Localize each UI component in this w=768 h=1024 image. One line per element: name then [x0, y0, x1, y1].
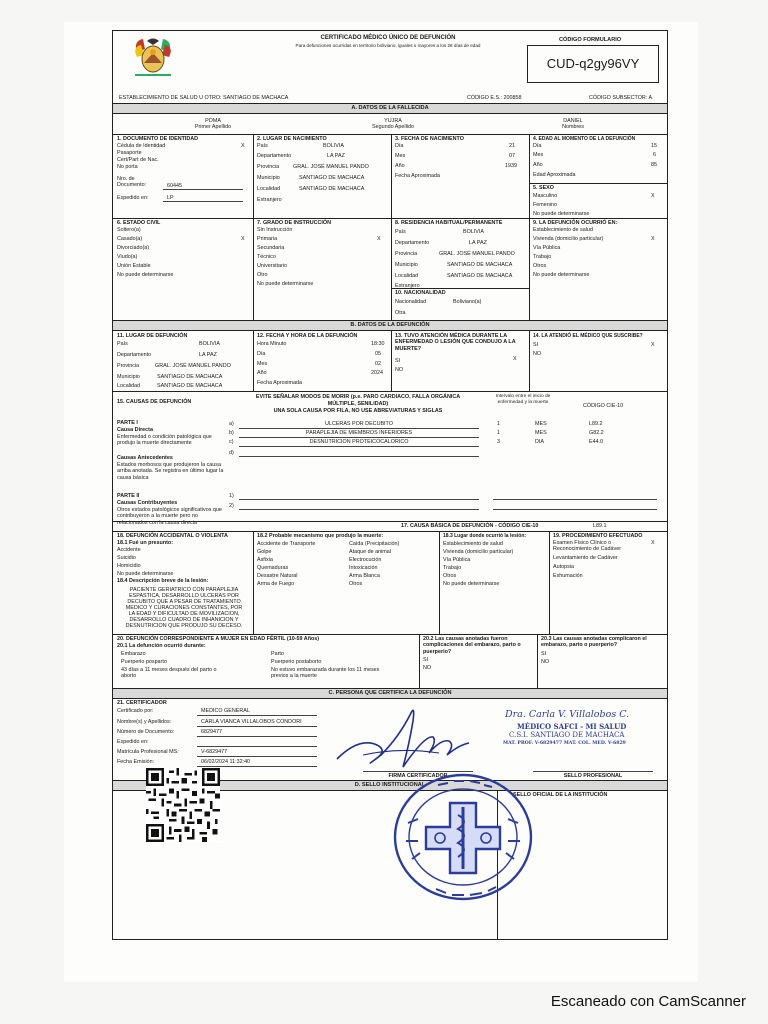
- f19-label: Exhumación: [553, 573, 583, 579]
- section-a-title: A. DATOS DE LA FALLECIDA: [113, 103, 667, 114]
- f12-value: 2024: [371, 370, 383, 376]
- f12-label: Fecha Aproximada: [257, 380, 302, 386]
- f7-label: Primaria: [257, 236, 278, 242]
- f20-title: 20. DEFUNCIÓN CORRESPONDIENTE A MUJER EN EDAD FÉRTIL (10-59 Años): [117, 636, 320, 642]
- f3-label: Mes: [395, 153, 406, 159]
- f13-label: NO: [395, 367, 404, 373]
- f4-label: Edad Aproximada: [533, 172, 576, 178]
- f6-label: Divorciado(a): [117, 245, 150, 251]
- f7-title: 7. GRADO DE INSTRUCCIÓN: [257, 220, 331, 226]
- f11-value: LA PAZ: [199, 352, 217, 358]
- cause-letter: d): [229, 450, 234, 456]
- f1-issued: LP: [167, 195, 174, 201]
- f5-label: No puede determinarse: [533, 211, 590, 217]
- mech-item: Accidente de Transporte: [257, 541, 316, 547]
- f15-part2: PARTE II: [117, 493, 140, 499]
- code-es: CÓDIGO E.S.: 200858: [467, 95, 522, 101]
- f21-label: Fecha Emisión:: [117, 759, 155, 765]
- f19-title: 19. PROCEDIMIENTO EFECTUADO: [553, 533, 643, 539]
- f17-value: L89.1: [593, 523, 607, 529]
- f8-value: LA PAZ: [469, 240, 487, 246]
- cause-row: PARAPLEJIA DE MIEMBROS INFERIORES: [305, 430, 413, 436]
- f2-value: SANTIAGO DE MACHACA: [299, 186, 365, 192]
- stamp-role: MÉDICO SAFCI - MI SALUD: [517, 722, 627, 731]
- f14-mark: X: [651, 342, 655, 348]
- f17-title: 17. CAUSA BÁSICA DE DEFUNCIÓN - CÓDIGO CIE-10: [401, 523, 539, 529]
- f18-sub2-title: 18.2 Probable mecanismo que produjo la muerte:: [257, 533, 384, 539]
- f12-label: Año: [257, 370, 267, 376]
- f1-doc-no: 60445: [167, 183, 182, 189]
- f14-label: NO: [533, 351, 542, 357]
- place-item: Otros: [443, 573, 457, 579]
- f12-value: 05: [375, 351, 381, 357]
- handwritten-signature: [329, 697, 479, 775]
- cause-unit: DIA: [535, 439, 544, 445]
- f4-value: 85: [651, 162, 657, 168]
- f12-value: 02: [375, 361, 381, 367]
- bolivia-coat-of-arms-icon: [131, 35, 175, 81]
- f11-label: País: [117, 341, 128, 347]
- names: DANIEL: [563, 118, 583, 124]
- f8-label: Localidad: [395, 273, 419, 279]
- f2-label: Localidad: [257, 186, 281, 192]
- f20-right: Parto: [271, 651, 284, 657]
- f7-label: Secundaria: [257, 245, 285, 251]
- lesion-line: ESPASTICA, DESARROLLO ULCERAS POR: [129, 593, 239, 599]
- f9-label: Vía Pública: [533, 245, 561, 251]
- f21-value: CARLA VIANCA VILLALOBOS CONDORI: [201, 719, 302, 725]
- f11-label: Provincia: [117, 363, 140, 369]
- f4-label: Mes: [533, 152, 544, 158]
- mech-item: Ataque de animal: [349, 549, 391, 555]
- f1-mark: X: [241, 143, 245, 149]
- code-label: CÓDIGO FORMULARIO: [559, 37, 622, 43]
- f11-value: SANTIAGO DE MACHACA: [157, 374, 223, 380]
- f15-cie-label: CÓDIGO CIE-10: [583, 403, 624, 409]
- f13-title: 13. TUVO ATENCIÓN MÉDICA DURANTE LA ENFERMEDAD O LESIÓN QUE CONDUJO A LA MUERTE?: [395, 333, 516, 352]
- f15-instruction: UNA SOLA CAUSA POR FILA, NO USE ABREVIATURAS Y SIGLAS: [273, 408, 443, 414]
- f15-instruction: EVITE SEÑALAR MODOS DE MORIR (p.e. PARO CARDIACO, FALLA ORGÁNICA: [255, 394, 461, 400]
- form-subtitle: Para defunciones ocurridas en territorio boliviano, iguales o mayores a los 28 días de edad: [295, 43, 481, 48]
- form-code: CUD-q2gy96VY: [527, 45, 659, 83]
- f1-issued-label: Expedido en:: [117, 195, 149, 201]
- f20-sub2: 20.2 Las causas anotadas fueron complicaciones del embarazo, parto o puerperio?: [423, 636, 521, 655]
- establishment: ESTABLECIMIENTO DE SALUD U OTRO: SANTIAGO DE MACHACA: [119, 95, 289, 101]
- f18-title: 18. DEFUNCIÓN ACCIDENTAL O VIOLENTA: [117, 533, 228, 539]
- f21-label: Nombre(s) y Apellidos:: [117, 719, 172, 725]
- official-seal-label: SELLO OFICIAL DE LA INSTITUCIÓN: [513, 792, 608, 798]
- f10-nat-label: Nacionalidad: [395, 299, 427, 305]
- f11-label: Localidad: [117, 383, 141, 389]
- f8-label: Extranjero: [395, 283, 420, 289]
- f4-title: 4. EDAD AL MOMENTO DE LA DEFUNCIÓN: [533, 136, 636, 142]
- f15-direct-desc: Enfermedad o condición patológica que produjo la muerte directamente: [117, 434, 212, 447]
- cause-qty: 3: [497, 439, 500, 445]
- section-d-title: D. SELLO INSTITUCIONAL: [113, 780, 667, 791]
- f2-label: Extranjero: [257, 197, 282, 203]
- cause-letter: c): [229, 439, 234, 445]
- f15-contrib-label: Causas Contribuyentes: [117, 500, 178, 506]
- f19-label: Autopsia: [553, 564, 574, 570]
- f9-label: Establecimiento de salud: [533, 227, 593, 233]
- f2-label: Departamento: [257, 153, 292, 159]
- f7-label: Otro: [257, 272, 268, 278]
- mech-item: Caída (Precipitación): [349, 541, 400, 547]
- second-surname: YUJRA: [384, 118, 402, 124]
- f7-label: Técnico: [257, 254, 276, 260]
- f12-label: Día: [257, 351, 266, 357]
- f8-value: SANTIAGO DE MACHACA: [447, 273, 513, 279]
- lesion-line: LA EDAD Y DIFICULTAD DE MOVILIZACION,: [128, 611, 240, 617]
- f6-label: Soltero(a): [117, 227, 141, 233]
- f13-mark: X: [513, 356, 517, 362]
- f8-value: BOLIVIA: [463, 229, 484, 235]
- f19-label: Levantamiento de Cadáver: [553, 555, 618, 561]
- second-surname-label: Segundo Apellido: [372, 124, 414, 130]
- f20-sub3: 20.3 Las causas anotadas complicaron el embarazo, parto o puerperio?: [541, 636, 647, 649]
- f15-antecedent-label: Causas Antecedentes: [117, 455, 173, 461]
- f5-mark: X: [651, 193, 655, 199]
- f18-sub4: 18.4 Descripción breve de la lesión:: [117, 578, 209, 584]
- cause-cie: L89.2: [589, 421, 603, 427]
- lesion-line: MEDICO Y CURACIONES CONSTANTES, POR: [125, 605, 243, 611]
- lesion-line: PACIENTE GERIATRICO CON PARAPLEJIA: [129, 587, 239, 593]
- f4-label: Día: [533, 143, 542, 149]
- f3-value: 07: [509, 153, 515, 159]
- cause-unit: MES: [535, 430, 547, 436]
- f6-label: Casado(a): [117, 236, 143, 242]
- f12-value: 18:30: [371, 341, 385, 347]
- f15-direct-label: Causa Directa: [117, 427, 153, 433]
- mech-item: Arma de Fuego: [257, 581, 295, 587]
- contrib-num: 2): [229, 503, 234, 509]
- f6-label: Unión Estable: [117, 263, 151, 269]
- f6-mark: X: [241, 236, 245, 242]
- place-item: Trabajo: [443, 565, 462, 571]
- f6-label: No puede determinarse: [117, 272, 174, 278]
- f11-value: SANTIAGO DE MACHACA: [157, 383, 223, 389]
- contrib-num: 1): [229, 493, 234, 499]
- f5-label: Masculino: [533, 193, 558, 199]
- f11-label: Departamento: [117, 352, 152, 358]
- f11-value: BOLIVIA: [199, 341, 220, 347]
- f20-sub3-opt: NO: [541, 659, 550, 665]
- f20-sub2-opt: NO: [423, 665, 432, 671]
- f9-label: Otros: [533, 263, 547, 269]
- f21-label: Matrícula Profesional MS:: [117, 749, 179, 755]
- first-surname-label: Primer Apellido: [194, 124, 232, 130]
- f11-value: GRAL. JOSÉ MANUEL PANDO: [155, 363, 231, 369]
- f2-value: GRAL. JOSÉ MANUEL PANDO: [293, 164, 369, 170]
- place-item: No puede determinarse: [443, 581, 500, 587]
- section-c-title: C. PERSONA QUE CERTIFICA LA DEFUNCIÓN: [113, 688, 667, 699]
- f2-value: SANTIAGO DE MACHACA: [299, 175, 365, 181]
- f3-value: 1939: [505, 163, 517, 169]
- f2-title: 2. LUGAR DE NACIMIENTO: [257, 136, 327, 142]
- cause-cie: G82.2: [589, 430, 604, 436]
- f15-antecedent-desc: Estados morbosos que produjeron la causa arriba anotada. Se registra en último lugar la causa básica: [117, 462, 224, 481]
- f1-row: Pasaporte: [117, 150, 142, 156]
- cause-cie: E44.0: [589, 439, 604, 445]
- f21-value: MEDICO GENERAL: [201, 708, 250, 714]
- f12-label: Hora Minuto: [257, 341, 287, 347]
- f8-title: 8. RESIDENCIA HABITUAL/PERMANENTE: [395, 220, 503, 226]
- f20-right: No estuvo embarazada durante los 11 meses previos a la muerte: [271, 667, 380, 680]
- f8-value: GRAL. JOSÉ MANUEL PANDO: [439, 251, 515, 257]
- f18-sub3-title: 18.3 Lugar donde ocurrió la lesión:: [443, 533, 527, 539]
- f11-label: Municipio: [117, 374, 140, 380]
- f13-label: SI: [395, 358, 401, 364]
- f21-value: V-6829477: [201, 749, 228, 755]
- f21-label: Número de Documento:: [117, 729, 175, 735]
- f15-contrib-desc: Otros estados patológicos significativos que contribuyeron a la muerte pero no relacionados con la causa directa: [117, 507, 222, 526]
- f21-value: 6829477: [201, 729, 222, 735]
- f18-presunto: No puede determinarse: [117, 571, 174, 577]
- f20-sub1: 20.1 La defunción ocurrió durante:: [117, 643, 206, 649]
- f8-label: Departamento: [395, 240, 430, 246]
- f6-label: Viudo(a): [117, 254, 138, 260]
- f5-title: 5. SEXO: [533, 185, 554, 191]
- f20-sub3-opt: SI: [541, 651, 547, 657]
- f19-mark: X: [651, 540, 655, 546]
- mech-item: Golpe: [257, 549, 272, 555]
- place-item: Vivienda (domicilio particular): [443, 549, 514, 555]
- f1-row: Cédula de Identidad: [117, 143, 166, 149]
- cause-letter: a): [229, 421, 234, 427]
- stamp-center: C.S.I. SANTIAGO DE MACHACA: [509, 731, 625, 739]
- f1-row: Cert/Part de Nac.: [117, 157, 159, 163]
- mech-item: Asfixia: [257, 557, 273, 563]
- f11-title: 11. LUGAR DE DEFUNCIÓN: [117, 333, 188, 339]
- f18-presunto: Homicidio: [117, 563, 141, 569]
- f10-nat-value: Boliviano(a): [453, 299, 482, 305]
- mech-item: Desastre Natural: [257, 573, 298, 579]
- f8-label: Municipio: [395, 262, 418, 268]
- names-label: Nombres: [562, 124, 584, 130]
- f15-interval-label: Intervalo entre el inicio de enfermedad y la muerte: [495, 394, 551, 405]
- mech-item: Electrocución: [349, 557, 382, 563]
- camscanner-watermark: Escaneado con CamScanner: [550, 993, 746, 1010]
- f14-title: 14. LA ATENDIÓ EL MÉDICO QUE SUSCRIBE?: [533, 333, 643, 339]
- f10-other: Otra: [395, 310, 406, 316]
- f5-label: Femenino: [533, 202, 557, 208]
- lesion-line: DESARROLLO CUADRO DE INHANICION Y: [129, 617, 239, 623]
- mech-item: Intoxicación: [349, 565, 378, 571]
- f10-title: 10. NACIONALIDAD: [395, 290, 446, 296]
- mech-item: Arma Blanca: [349, 573, 380, 579]
- f6-title: 6. ESTADO CIVIL: [117, 220, 161, 226]
- f15-title: 15. CAUSAS DE DEFUNCIÓN: [117, 399, 192, 405]
- f21-label: Certificado por:: [117, 708, 154, 714]
- f21-label: Expedido en:: [117, 739, 149, 745]
- lesion-line: DESNUTRICION QUE PRODUJO SU DECESO.: [125, 623, 243, 629]
- f7-label: No puede determinarse: [257, 281, 314, 287]
- f8-label: Provincia: [395, 251, 418, 257]
- f1-title: 1. DOCUMENTO DE IDENTIDAD: [117, 136, 199, 142]
- f20-left: 43 días a 11 meses después del parto o aborto: [121, 667, 217, 680]
- stamp-registration: MAT. PROF. V-6829477 MAT. COL. MED. V-6829: [503, 741, 626, 746]
- f2-label: Municipio: [257, 175, 280, 181]
- form-title: CERTIFICADO MÉDICO ÚNICO DE DEFUNCIÓN: [320, 35, 456, 41]
- prof-seal-label: SELLO PROFESIONAL: [563, 773, 623, 779]
- professional-stamp: [499, 709, 665, 751]
- cause-unit: MES: [535, 421, 547, 427]
- f19-label: Examen Físico Clínico o Reconocimiento de Cadáver: [553, 540, 622, 553]
- signature-label: FIRMA CERTIFICADOR: [388, 773, 448, 779]
- f9-label: No puede determinarse: [533, 272, 590, 278]
- f3-label: Año: [395, 163, 405, 169]
- f8-label: País: [395, 229, 406, 235]
- f7-label: Universitario: [257, 263, 287, 269]
- section-b-title: B. DATOS DE LA DEFUNCIÓN: [113, 320, 667, 331]
- f3-value: 21: [509, 143, 515, 149]
- f3-label: Día: [395, 143, 404, 149]
- f7-mark: X: [377, 236, 381, 242]
- cause-letter: b): [229, 430, 234, 436]
- first-surname: POMA: [205, 118, 221, 124]
- cause-row: DESNUTRICION PROTEICOCALORICO: [309, 439, 409, 445]
- f21-value: 06/02/2024 11:32:40: [201, 759, 251, 765]
- f9-label: Trabajo: [533, 254, 552, 260]
- official-institution-seal-icon: [388, 769, 538, 907]
- f1-doc-label: Nro. de Documento:: [117, 176, 147, 189]
- cause-qty: 1: [497, 421, 500, 427]
- f20-left: Embarazo: [121, 651, 146, 657]
- f18-sub1: 18.1 Fué un presunto:: [117, 540, 174, 546]
- cause-row: ULCERAS POR DECUBITO: [325, 421, 393, 427]
- f2-label: Provincia: [257, 164, 280, 170]
- f8-value: SANTIAGO DE MACHACA: [447, 262, 513, 268]
- qr-code-icon: [146, 768, 220, 842]
- place-item: Vía Pública: [443, 557, 471, 563]
- f18-presunto: Accidente: [117, 547, 141, 553]
- place-item: Establecimiento de salud: [443, 541, 503, 547]
- f4-value: 15: [651, 143, 657, 149]
- f4-value: 6: [653, 152, 656, 158]
- lesion-line: DECUBITO QUE A PESAR DE TRATAMIENTO: [127, 599, 241, 605]
- mech-item: Quemaduras: [257, 565, 289, 571]
- f2-value: BOLIVIA: [323, 143, 344, 149]
- stamp-name: Dra. Carla V. Villalobos C.: [505, 709, 630, 720]
- f9-mark: X: [651, 236, 655, 242]
- f1-row: No porta: [117, 164, 138, 170]
- f4-label: Año: [533, 162, 543, 168]
- f9-title: 9. LA DEFUNCIÓN OCURRIÓ EN:: [533, 220, 618, 226]
- mech-item: Otros: [349, 581, 363, 587]
- f18-presunto: Suicidio: [117, 555, 136, 561]
- f21-title: 21. CERTIFICADOR: [117, 700, 167, 706]
- f15-part1: PARTE I: [117, 420, 138, 426]
- f12-label: Mes: [257, 361, 268, 367]
- f20-left: Puerperio posparto: [121, 659, 167, 665]
- f7-label: Sin Instrucción: [257, 227, 293, 233]
- f3-title: 3. FECHA DE NACIMIENTO: [395, 136, 464, 142]
- f12-title: 12. FECHA Y HORA DE LA DEFUNCIÓN: [257, 333, 358, 339]
- f9-label: Vivienda (domicilio particular): [533, 236, 604, 242]
- f2-label: País: [257, 143, 268, 149]
- f14-label: SI: [533, 342, 539, 348]
- f20-sub2-opt: SI: [423, 657, 429, 663]
- subsector: CÓDIGO SUBSECTOR: A: [589, 95, 653, 101]
- f3-label: Fecha Aproximada: [395, 173, 440, 179]
- f2-value: LA PAZ: [327, 153, 345, 159]
- f15-instruction: MÚLTIPLE, SENILIDAD): [327, 401, 389, 407]
- cause-qty: 1: [497, 430, 500, 436]
- f20-right: Puerperio postaborto: [271, 659, 322, 665]
